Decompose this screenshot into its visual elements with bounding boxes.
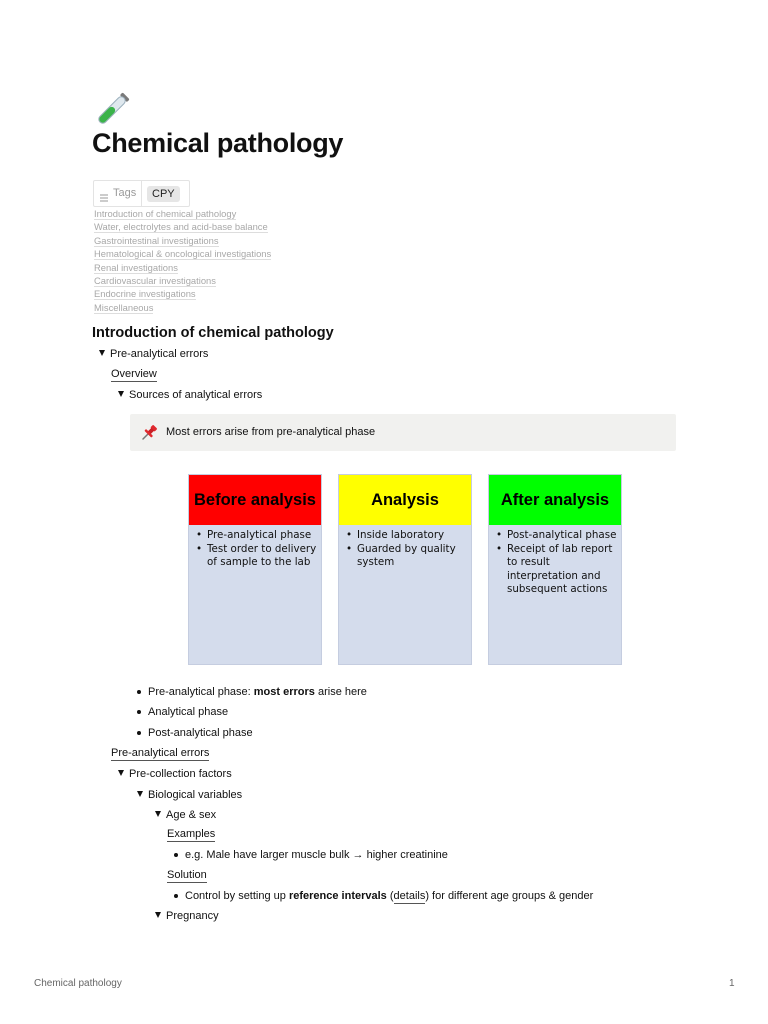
list-item: e.g. Male have larger muscle bulk → higher creatinine [185, 849, 448, 861]
section-heading: Introduction of chemical pathology [92, 325, 334, 341]
diagram-column-analysis [338, 474, 472, 665]
diagram-column-after [488, 474, 622, 665]
tags-divider [141, 181, 142, 206]
callout-text: Most errors arise from pre-analytical phase [166, 426, 376, 438]
toc-item[interactable]: Water, electrolytes and acid-base balance [94, 221, 268, 233]
diagram-heading-analysis: Analysis [339, 475, 471, 525]
toggle-age-sex[interactable]: Age & sex [155, 807, 216, 823]
diagram-item: • Guarded by quality system [345, 543, 467, 570]
toggle-triangle-icon[interactable] [99, 350, 105, 356]
callout [130, 414, 676, 451]
toc-item[interactable]: Endocrine investigations [94, 288, 196, 300]
toggle-triangle-icon[interactable] [118, 770, 124, 776]
toggle-triangle-icon[interactable] [137, 791, 143, 797]
details-link[interactable]: details [393, 890, 426, 902]
toggle-pre-analytical-errors[interactable]: Pre-analytical errors [99, 346, 208, 362]
page-number: 1 [729, 978, 735, 989]
diagram-item: • Test order to delivery of sample to the lab [195, 543, 317, 570]
footer-title: Chemical pathology [34, 978, 122, 989]
diagram-heading-before: Before analysis [189, 475, 321, 525]
toggle-pregnancy[interactable]: Pregnancy [155, 908, 219, 924]
diagram-item: • Post-analytical phase [495, 529, 617, 543]
toggle-biological-variables[interactable]: Biological variables [137, 787, 242, 803]
toggle-sources-of-analytical-errors[interactable]: Sources of analytical errors [118, 387, 262, 403]
toc-item[interactable]: Hematological & oncological investigations [94, 248, 272, 260]
diagram-heading-after: After analysis [489, 475, 621, 525]
list-icon [99, 190, 109, 200]
list-item: Analytical phase [148, 706, 229, 718]
overview-label: Overview [111, 368, 157, 380]
tags-property[interactable] [93, 180, 190, 207]
tag-chip[interactable]: CPY [147, 186, 180, 202]
toc-item[interactable]: Miscellaneous [94, 301, 154, 313]
tags-label: Tags [113, 187, 137, 199]
diagram-item: • Inside laboratory [345, 529, 467, 543]
toggle-pre-collection-factors[interactable]: Pre-collection factors [118, 766, 232, 782]
diagram-item: • Receipt of lab report to result interpretation and subsequent actions [495, 543, 617, 597]
list-item: Post-analytical phase [148, 727, 253, 739]
page-title: Chemical pathology [92, 128, 344, 158]
pushpin-icon [140, 424, 158, 442]
table-of-contents [94, 207, 394, 314]
toc-item[interactable]: Cardiovascular investigations [94, 274, 216, 286]
examples-label: Examples [167, 828, 216, 840]
toc-item[interactable]: Renal investigations [94, 261, 178, 273]
diagram-column-before [188, 474, 322, 665]
pre-analytical-errors-label: Pre-analytical errors [111, 747, 210, 759]
toc-item[interactable]: Introduction of chemical pathology [94, 208, 237, 219]
list-item: Control by setting up reference intervals (details) for different age groups & gender [185, 890, 594, 902]
solution-label: Solution [167, 869, 207, 881]
diagram-item: • Pre-analytical phase [195, 529, 317, 543]
list-item: Pre-analytical phase: most errors arise here [148, 686, 367, 698]
test-tube-icon [92, 90, 132, 130]
toggle-triangle-icon[interactable] [155, 811, 161, 817]
toggle-triangle-icon[interactable] [118, 391, 124, 397]
toc-item[interactable]: Gastrointestinal investigations [94, 234, 219, 246]
toggle-triangle-icon[interactable] [155, 912, 161, 918]
phases-diagram [188, 474, 622, 666]
